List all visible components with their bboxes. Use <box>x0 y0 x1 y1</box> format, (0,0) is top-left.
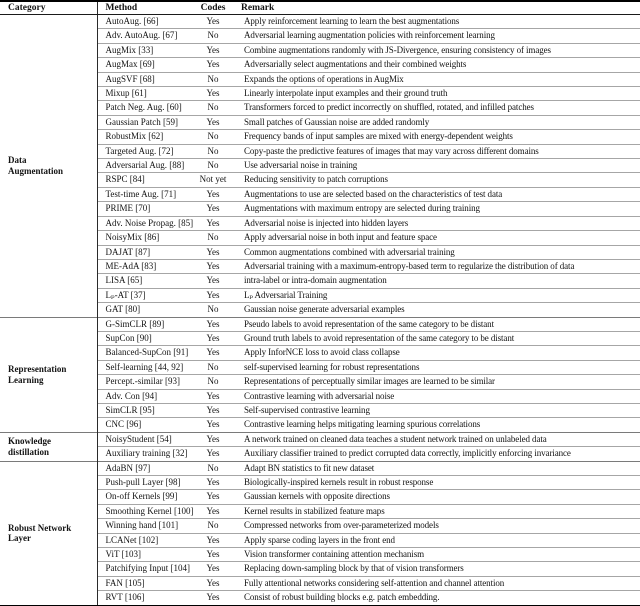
method-cell: Adv. AutoAug. [67] <box>97 29 193 43</box>
method-cell: G-SimCLR [89] <box>97 317 193 331</box>
header-codes: Codes <box>193 1 233 15</box>
codes-cell: Yes <box>193 115 233 129</box>
codes-cell: Yes <box>193 58 233 72</box>
method-cell: GAT [80] <box>97 303 193 317</box>
remark-cell: Small patches of Gaussian noise are added randomly <box>233 115 640 129</box>
codes-cell: No <box>193 375 233 389</box>
codes-cell: Yes <box>193 317 233 331</box>
codes-cell: Yes <box>193 389 233 403</box>
category-cell: Robust Network Layer <box>0 461 97 606</box>
method-cell: Smoothing Kernel [100] <box>97 504 193 518</box>
method-cell: Lₚ-AT [37] <box>97 288 193 302</box>
codes-cell: Yes <box>193 418 233 432</box>
remark-cell: Self-supervised contrastive learning <box>233 403 640 417</box>
remark-cell: Kernel results in stabilized feature maps <box>233 504 640 518</box>
method-cell: DAJAT [87] <box>97 245 193 259</box>
method-cell: Targeted Aug. [72] <box>97 144 193 158</box>
remark-cell: Ground truth labels to avoid representation of the same category to be distant <box>233 331 640 345</box>
codes-cell: Yes <box>206 16 220 26</box>
codes-cell: Yes <box>193 259 233 273</box>
remark-cell: Adversarially select augmentations and their combined weights <box>233 58 640 72</box>
method-cell: Gaussian Patch [59] <box>97 115 193 129</box>
method-cell: Balanced-SupCon [91] <box>97 346 193 360</box>
method-cell: Patchifying Input [104] <box>97 562 193 576</box>
remark-cell: Adversarial training with a maximum-entropy-based term to regularize the distribution of data <box>233 259 640 273</box>
method-cell: Percept.-similar [93] <box>97 375 193 389</box>
category-cell: Knowledge distillation <box>0 432 97 461</box>
codes-cell: No <box>193 360 233 374</box>
method-cell: SimCLR [95] <box>97 403 193 417</box>
codes-cell: Yes <box>193 87 233 101</box>
remark-cell: Apply adversarial noise in both input and feature space <box>233 231 640 245</box>
codes-cell: Yes <box>193 403 233 417</box>
codes-cell: Yes <box>193 533 233 547</box>
remark-cell: Reducing sensitivity to patch corruptions <box>233 173 640 187</box>
method-cell: LISA [65] <box>97 274 193 288</box>
remark-cell: Adversarial learning augmentation policies with reinforcement learning <box>233 29 640 43</box>
header-category: Category <box>0 1 97 15</box>
codes-cell: No <box>193 303 233 317</box>
method-cell: Test-time Aug. [71] <box>97 187 193 201</box>
header-method: Method <box>97 1 193 15</box>
method-cell: RVT [106] <box>97 591 193 606</box>
table-row <box>0 432 640 446</box>
remark-cell: Gaussian kernels with opposite directions <box>233 490 640 504</box>
remark-cell: Copy-paste the predictive features of images that may vary across different domains <box>233 144 640 158</box>
codes-cell: No <box>193 461 233 475</box>
remark-cell: Apply InforNCE loss to avoid class collapse <box>233 346 640 360</box>
method-cell: RobustMix [62] <box>97 130 193 144</box>
remark-cell: Consist of robust building blocks e.g. patch embedding. <box>233 591 640 606</box>
codes-cell: No <box>193 159 233 173</box>
table-header <box>0 1 640 15</box>
remark-cell: Common augmentations combined with adversarial training <box>233 245 640 259</box>
category-cell: Representation Learning <box>0 317 97 432</box>
table-row <box>0 461 640 475</box>
method-cell: Mixup [61] <box>97 87 193 101</box>
codes-cell: Yes <box>193 288 233 302</box>
codes-cell: No <box>193 101 233 115</box>
header-row <box>0 1 640 15</box>
method-cell: NoisyMix [86] <box>97 231 193 245</box>
remark-cell: Compressed networks from over-parameterized models <box>233 519 640 533</box>
remark-cell: Use adversarial noise in training <box>233 159 640 173</box>
method-cell: AdaBN [97] <box>97 461 193 475</box>
codes-cell: Yes <box>193 432 233 446</box>
table-row <box>0 317 640 331</box>
codes-cell: Yes <box>193 216 233 230</box>
table-body <box>0 15 640 606</box>
method-cell: NoisyStudent [54] <box>97 432 193 446</box>
remark-cell: Apply sparse coding layers in the front end <box>233 533 640 547</box>
remark-cell: Lₚ Adversarial Training <box>233 288 640 302</box>
remark-cell: Adapt BN statistics to fit new dataset <box>233 461 640 475</box>
codes-cell: Yes <box>193 548 233 562</box>
method-cell: CNC [96] <box>97 418 193 432</box>
codes-cell: No <box>193 130 233 144</box>
method-cell: Push-pull Layer [98] <box>97 476 193 490</box>
remark-cell: Contrastive learning with adversarial noise <box>233 389 640 403</box>
remark-cell: Linearly interpolate input examples and their ground truth <box>233 87 640 101</box>
remark-cell: Gaussian noise generate adversarial examples <box>233 303 640 317</box>
remark-cell: Transformers forced to predict incorrectly on shuffled, rotated, and infilled patches <box>233 101 640 115</box>
category-cell: Data Augmentation <box>0 15 97 318</box>
method-cell: Patch Neg. Aug. [60] <box>97 101 193 115</box>
remark-cell: Augmentations with maximum entropy are selected during training <box>233 202 640 216</box>
remark-cell: A network trained on cleaned data teaches a student network trained on unlabeled data <box>233 432 640 446</box>
remark-cell: Representations of perceptually similar images are learned to be similar <box>233 375 640 389</box>
remark-cell: Adversarial noise is injected into hidden layers <box>233 216 640 230</box>
codes-cell: Yes <box>193 591 233 606</box>
method-cell: PRIME [70] <box>97 202 193 216</box>
method-cell: SupCon [90] <box>97 331 193 345</box>
remark-cell: Combine augmentations randomly with JS-Divergence, ensuring consistency of images <box>233 43 640 57</box>
remark-cell: Apply reinforcement learning to learn the best augmentations <box>244 16 460 26</box>
codes-cell: No <box>193 72 233 86</box>
codes-cell: No <box>193 29 233 43</box>
method-cell: AugMix [33] <box>97 43 193 57</box>
remark-cell: Fully attentional networks considering self-attention and channel attention <box>233 576 640 590</box>
codes-cell: Yes <box>193 274 233 288</box>
codes-cell: Yes <box>193 202 233 216</box>
codes-cell: Yes <box>193 331 233 345</box>
codes-cell: Yes <box>193 576 233 590</box>
remark-cell: Vision transformer containing attention mechanism <box>233 548 640 562</box>
remark-cell: Frequency bands of input samples are mixed with energy-dependent weights <box>233 130 640 144</box>
codes-cell: Yes <box>193 447 233 461</box>
codes-cell: Not yet <box>193 173 233 187</box>
method-cell: ME-AdA [83] <box>97 259 193 273</box>
remark-cell: Pseudo labels to avoid representation of the same category to be distant <box>233 317 640 331</box>
codes-cell: Yes <box>193 187 233 201</box>
codes-cell: No <box>193 519 233 533</box>
remark-cell: Expands the options of operations in AugMix <box>233 72 640 86</box>
remark-cell: intra-label or intra-domain augmentation <box>233 274 640 288</box>
codes-cell: No <box>193 231 233 245</box>
method-cell: LCANet [102] <box>97 533 193 547</box>
method-cell: ViT [103] <box>97 548 193 562</box>
codes-cell: Yes <box>193 504 233 518</box>
method-cell: AutoAug. [66] <box>105 16 159 26</box>
method-cell: Adv. Con [94] <box>97 389 193 403</box>
method-cell: Adv. Noise Propag. [85] <box>97 216 193 230</box>
codes-cell: No <box>193 144 233 158</box>
codes-cell: Yes <box>193 43 233 57</box>
method-cell: On-off Kernels [99] <box>97 490 193 504</box>
codes-cell: Yes <box>193 490 233 504</box>
codes-cell: Yes <box>193 476 233 490</box>
table-row <box>0 15 640 29</box>
method-cell: RSPC [84] <box>97 173 193 187</box>
remark-cell: Contrastive learning helps mitigating learning spurious correlations <box>233 418 640 432</box>
method-cell: Auxiliary training [32] <box>97 447 193 461</box>
method-cell: FAN [105] <box>97 576 193 590</box>
codes-cell: Yes <box>193 346 233 360</box>
method-cell: Self-learning [44, 92] <box>97 360 193 374</box>
remark-cell: self-supervised learning for robust representations <box>233 360 640 374</box>
codes-cell: Yes <box>193 562 233 576</box>
remark-cell: Augmentations to use are selected based on the characteristics of test data <box>233 187 640 201</box>
remark-cell: Biologically-inspired kernels result in robust response <box>233 476 640 490</box>
codes-cell: Yes <box>193 245 233 259</box>
method-cell: AugMax [69] <box>97 58 193 72</box>
remark-cell: Auxiliary classifier trained to predict corrupted data correctly, implicitly enforcing invariance <box>233 447 640 461</box>
method-cell: Winning hand [101] <box>97 519 193 533</box>
method-cell: Adversarial Aug. [88] <box>97 159 193 173</box>
method-cell: AugSVF [68] <box>97 72 193 86</box>
remark-cell: Replacing down-sampling block by that of vision transformers <box>233 562 640 576</box>
header-remark: Remark <box>233 1 640 15</box>
